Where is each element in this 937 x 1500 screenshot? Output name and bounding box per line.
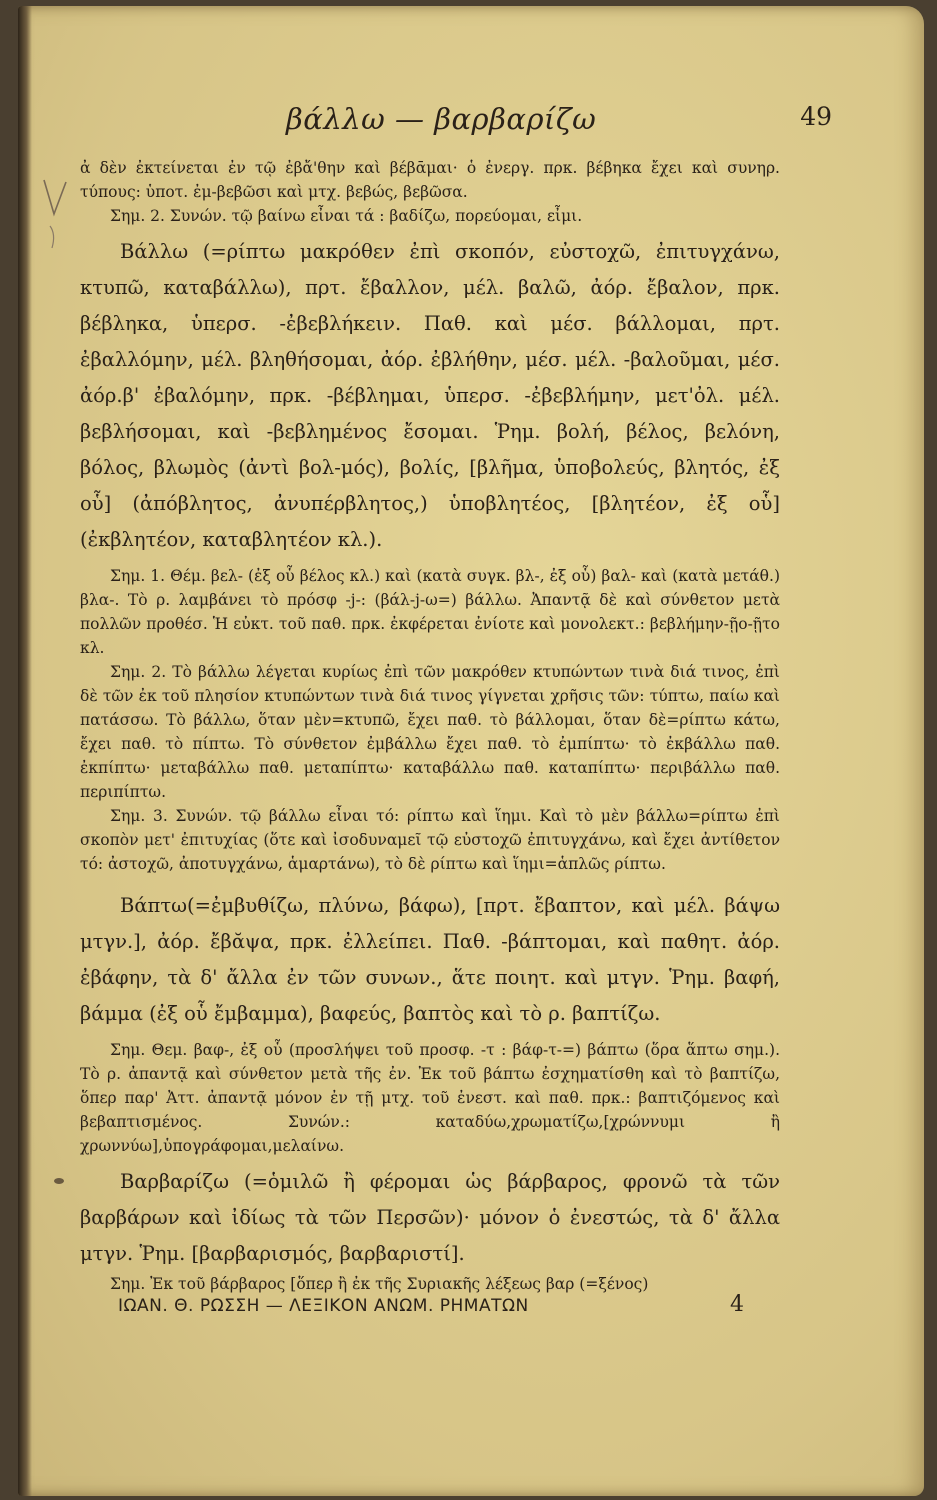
entry-bapto: Βάπτω(=ἐμβυθίζω, πλύνω, βάφω), [πρτ. ἔβαπτον, καὶ μέλ. βάψω μτγν.], ἀόρ. ἔβᾰψα, πρκ. ἐλλείπει. Παθ. -βάπτομαι, καὶ παθητ. ἀόρ. ἐβάφην, τὰ δ' ἄλλα ἐν τῶν συνων., ἅτε ποιητ. καὶ μτγν. Ῥημ. βαφή, βάμμα (ἐξ οὗ ἔμβαμμα), βαφεύς, βαπτὸς καὶ τὸ ρ. βαπτίζω.	[80, 894, 780, 1025]
spacer	[80, 876, 780, 888]
note-paragraph: Σημ. 1. Θέμ. βελ- (ἐξ οὗ βέλος κλ.) καὶ (κατὰ συγκ. βλ-, ἐξ οὗ) βαλ- καὶ (κατὰ μετάθ.) βλα-. Τὸ ρ. λαμβάνει τὸ πρόσφ -j-: (βάλ-j-ω=) βάλλω. Ἀπαντᾷ δὲ καὶ σύνθετον μετὰ πολλῶν προθέσ. Ἡ εὐκτ. τοῦ παθ. πρκ. ἐκφέρεται ἐνίοτε καὶ μονολεκτ.: βεβλήμην-ῇο-ῇτο κλ.	[80, 567, 780, 657]
entry-ballo: Βάλλω (=ρίπτω μακρόθεν ἐπὶ σκοπόν, εὐστοχῶ, ἐπιτυγχάνω, κτυπῶ, καταβάλλω), πρτ. ἔβαλλον, μέλ. βαλῶ, ἀόρ. ἔβαλον, πρκ. βέβληκα, ὑπερσ. -ἐβεβλήκειν. Παθ. καὶ μέσ. βάλλομαι, πρτ. ἐβαλλόμην, μέλ. βληθήσομαι, ἀόρ. ἐβλήθην, μέσ. μέλ. -βαλοῦμαι, μέσ. ἀόρ.β' ἐβαλόμην, πρκ. -βέβλημαι, ὑπερσ. -ἐβεβλήμην, μετ'ὀλ. μέλ. βεβλήσομαι, καὶ -βεβλημένος ἔσομαι. Ῥημ. βολή, βέλος, βελόνη, βόλος, βλωμὸς (ἀντὶ βολ-μός), βολίς, [βλῆμα, ὑποβολεύς, βλητός, ἐξ οὗ] (ἀπόβλητος, ἀνυπέρβλητος,) ὑποβλητέος, [βλητέον, ἐξ οὗ] (ἐκβλητέον, καταβλητέον κλ.).	[80, 240, 780, 551]
note-paragraph: Σημ. 2. Συνών. τῷ βαίνω εἶναι τά : βαδίζω, πορεύομαι, εἶμι.	[110, 207, 583, 225]
page	[18, 6, 924, 1496]
ink-spot	[54, 1178, 64, 1184]
entry-barbarizo: Βαρβαρίζω (=ὁμιλῶ ἢ φέρομαι ὡς βάρβαρος, φρονῶ τὰ τῶν βαρβάρων καὶ ἰδίως τὰ τῶν Περσῶν)· μόνον ὁ ἐνεστώς, τὰ δ' ἄλλα μτγν. Ῥημ. [βαρβαρισμός, βαρβαριστί].	[80, 1170, 780, 1265]
note-paragraph: Σημ. Ἐκ τοῦ βάρβαρος [ὅπερ ἢ ἐκ τῆς Συριακῆς λέξεως βαρ (=ξένος)	[110, 1275, 649, 1293]
page-body	[80, 156, 780, 1296]
note-paragraph: Σημ. 2. Τὸ βάλλω λέγεται κυρίως ἐπὶ τῶν μακρόθεν κτυπώντων τινὰ διά τινος, ἐπὶ δὲ τῶν ἐκ τοῦ πλησίον κτυπώντων τινὰ διά τινος γίγνεται χρῆσις τῶν: τύπτω, παίω καὶ πατάσσω. Τὸ βάλλω, ὅταν μὲν=κτυπῶ, ἔχει παθ. τὸ βάλλομαι, ὅταν δὲ=ρίπτω κάτω, ἔχει παθ. τὸ πίπτω. Τὸ σύνθετον ἐμβάλλω ἔχει παθ. τὸ ἐμπίπτω· τὸ ἐκβάλλω παθ. ἐκπίπτω· μεταβάλλω παθ. μεταπίπτω· καταβάλλω παθ. καταπίπτω· περιβάλλω παθ. περιπίπτω.	[80, 663, 780, 801]
note-paragraph: Σημ. Θεμ. βαφ-, ἐξ οὗ (προσλήψει τοῦ προσφ. -τ : βάφ-τ-=) βάπτω (ὅρα ἅπτω σημ.). Τὸ ρ. ἀπαντᾷ καὶ σύνθετον μετὰ τῆς ἐν. Ἐκ τοῦ βάπτω ἐσχηματίσθη καὶ τὸ βαπτίζω, ὅπερ παρ' Ἀττ. ἀπαντᾷ μόνον ἐν τῇ μτχ. τοῦ ἐνεστ. καὶ παθ. πρκ.: βαπτιζόμενος καὶ βεβαπτισμένος. Συνών.: καταδύω,χρωματίζω,[χρώννυμι ἢ χρωννύω],ὑπογράφομαι,μελαίνω.	[80, 1041, 780, 1155]
page-header	[18, 102, 924, 142]
note-paragraph: Σημ. 3. Συνών. τῷ βάλλω εἶναι τό: ρίπτω καὶ ἵημι. Καὶ τὸ μὲν βάλλω=ρίπτω ἐπὶ σκοπὸν μετ' ἐπιτυχίας (ὅτε καὶ ἰσοδυναμεῖ τῷ εὐστοχῶ ἐπιτυγχάνω, καὶ ἔχει ἀντίθετον τό: ἀστοχῶ, ἀποτυγχάνω, ἁμαρτάνω), τὸ δὲ ρίπτω καὶ ἵημι=ἁπλῶς ρίπτω.	[80, 807, 780, 873]
page-title: βάλλω — βαρβαρίζω	[286, 102, 597, 136]
continuation-paragraph: ἀ δὲν ἐκτείνεται ἐν τῷ ἐβἄ'θην καὶ βέβᾱμαι· ὁ ἐνεργ. πρκ. βέβηκα ἔχει καὶ συνηρ. τύπους: ὑποτ. ἐμ-βεβῶσι καὶ μτχ. βεβώς, βεβῶσα.	[80, 159, 780, 201]
pencil-mark-icon	[40, 174, 72, 254]
page-footer	[118, 1292, 768, 1317]
signature-mark: 4	[730, 1292, 745, 1317]
book-spine-shadow	[18, 6, 32, 1496]
footer-text: ΙΩΑΝ. Θ. ΡΩΣΣΗ — ΛΕΞΙΚΟΝ ΑΝΩΜ. ΡΗΜΑΤΩΝ	[118, 1296, 529, 1316]
page-number: 49	[800, 102, 832, 131]
